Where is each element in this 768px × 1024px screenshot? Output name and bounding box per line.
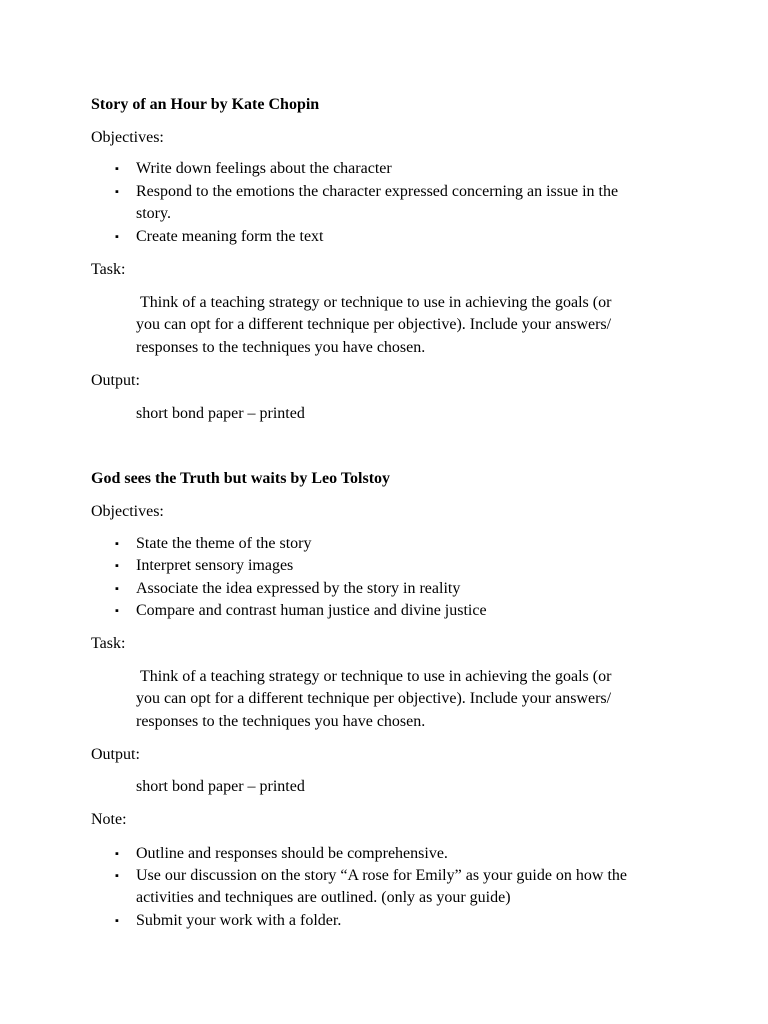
section2-output-text: short bond paper – printed (136, 778, 305, 795)
note-item-3: Submit your work with a folder. (136, 912, 342, 929)
bullet-icon: ▪ (115, 163, 119, 175)
section1-objective-3: Create meaning form the text (136, 228, 324, 245)
note-item-2: Use our discussion on the story “A rose for Emily” as your guide on how the (136, 867, 628, 884)
section1-objectives-label: Objectives: (91, 129, 164, 146)
bullet-icon: ▪ (115, 605, 119, 617)
section1-task-label: Task: (91, 261, 126, 278)
section2-task-line-3: responses to the techniques you have chosen. (136, 713, 426, 730)
bullet-icon: ▪ (115, 848, 119, 860)
bullet-icon: ▪ (115, 870, 119, 882)
section2-objective-2: Interpret sensory images (136, 557, 294, 574)
section1-task-line-2: you can opt for a different technique per objective). Include your answers/ (136, 316, 612, 333)
section1-title: Story of an Hour by Kate Chopin (91, 96, 320, 113)
section1-task-line-3: responses to the techniques you have chosen. (136, 339, 426, 356)
section2-task-line-2: you can opt for a different technique per objective). Include your answers/ (136, 690, 612, 707)
bullet-icon: ▪ (115, 915, 119, 927)
note-item-2-cont: activities and techniques are outlined. (only as your guide) (136, 889, 511, 906)
section2-objective-1: State the theme of the story (136, 535, 312, 552)
section1-output-text: short bond paper – printed (136, 405, 305, 422)
section2-objective-4: Compare and contrast human justice and divine justice (136, 602, 487, 619)
bullet-icon: ▪ (115, 231, 119, 243)
section1-objective-2-cont: story. (136, 205, 171, 222)
bullet-icon: ▪ (115, 186, 119, 198)
section2-title: God sees the Truth but waits by Leo Tolstoy (91, 470, 391, 487)
section1-task-line-1: Think of a teaching strategy or technique to use in achieving the goals (or (140, 294, 612, 311)
bullet-icon: ▪ (115, 583, 119, 595)
section2-task-label: Task: (91, 635, 126, 652)
section1-objective-2: Respond to the emotions the character expressed concerning an issue in the (136, 183, 619, 200)
section2-task-line-1: Think of a teaching strategy or technique to use in achieving the goals (or (140, 668, 612, 685)
bullet-icon: ▪ (115, 560, 119, 572)
bullet-icon: ▪ (115, 538, 119, 550)
section2-objective-3: Associate the idea expressed by the story in reality (136, 580, 461, 597)
section2-objectives-label: Objectives: (91, 503, 164, 520)
section1-output-label: Output: (91, 372, 140, 389)
note-item-1: Outline and responses should be comprehensive. (136, 845, 448, 862)
section2-output-label: Output: (91, 746, 140, 763)
note-label: Note: (91, 811, 127, 828)
section1-objective-1: Write down feelings about the character (136, 160, 392, 177)
